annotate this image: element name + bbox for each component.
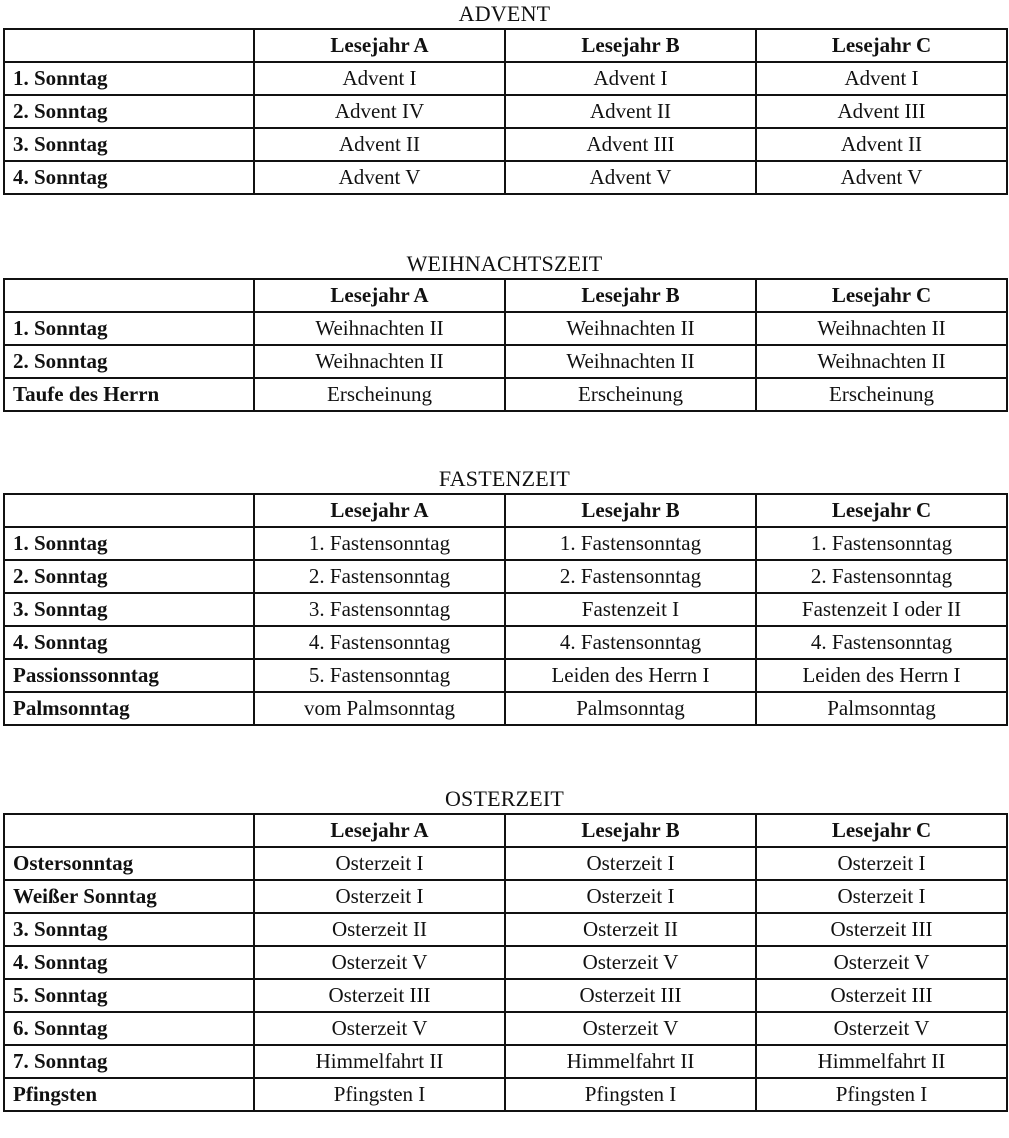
- table-row: [4, 62, 1007, 95]
- reading-cell: vom Palmsonntag: [254, 692, 505, 725]
- reading-cell: Osterzeit V: [254, 1012, 505, 1045]
- reading-cell: Osterzeit V: [756, 946, 1007, 979]
- section-title: OSTERZEIT: [444, 786, 565, 811]
- column-header: Lesejahr A: [254, 279, 505, 312]
- reading-cell: Osterzeit V: [254, 946, 505, 979]
- reading-table-osterzeit: [3, 813, 1008, 1112]
- table-row: [4, 659, 1007, 692]
- section-fastenzeit: [3, 465, 1006, 726]
- header-corner-cell: [4, 494, 254, 527]
- reading-cell: Osterzeit V: [505, 1012, 756, 1045]
- reading-cell: 5. Fastensonntag: [254, 659, 505, 692]
- table-row: [4, 626, 1007, 659]
- reading-cell: Himmelfahrt II: [756, 1045, 1007, 1078]
- reading-cell: Fastenzeit I: [505, 593, 756, 626]
- row-label: 1. Sonntag: [4, 312, 254, 345]
- reading-cell: Pfingsten I: [254, 1078, 505, 1111]
- section-title: FASTENZEIT: [438, 466, 571, 491]
- reading-cell: Advent IV: [254, 95, 505, 128]
- reading-cell: Osterzeit I: [254, 847, 505, 880]
- reading-cell: Osterzeit III: [505, 979, 756, 1012]
- reading-cell: Osterzeit I: [254, 880, 505, 913]
- reading-cell: Osterzeit V: [505, 946, 756, 979]
- table-row: [4, 593, 1007, 626]
- column-header: Lesejahr A: [254, 494, 505, 527]
- reading-cell: Himmelfahrt II: [505, 1045, 756, 1078]
- table-row: [4, 1012, 1007, 1045]
- table-row: [4, 312, 1007, 345]
- reading-cell: Erscheinung: [756, 378, 1007, 411]
- row-label: 2. Sonntag: [4, 345, 254, 378]
- reading-cell: Advent III: [756, 95, 1007, 128]
- row-label: 1. Sonntag: [4, 62, 254, 95]
- reading-cell: Advent I: [505, 62, 756, 95]
- reading-cell: Palmsonntag: [505, 692, 756, 725]
- reading-cell: Leiden des Herrn I: [505, 659, 756, 692]
- row-label: 4. Sonntag: [4, 626, 254, 659]
- reading-cell: Erscheinung: [254, 378, 505, 411]
- reading-cell: Advent V: [756, 161, 1007, 194]
- row-label: 4. Sonntag: [4, 946, 254, 979]
- reading-cell: Advent II: [505, 95, 756, 128]
- row-label: Palmsonntag: [4, 692, 254, 725]
- reading-cell: 1. Fastensonntag: [505, 527, 756, 560]
- reading-cell: Weihnachten II: [254, 312, 505, 345]
- row-label: 5. Sonntag: [4, 979, 254, 1012]
- reading-cell: Osterzeit V: [756, 1012, 1007, 1045]
- reading-cell: Pfingsten I: [505, 1078, 756, 1111]
- row-label: Ostersonntag: [4, 847, 254, 880]
- column-header: Lesejahr B: [505, 29, 756, 62]
- row-label: 4. Sonntag: [4, 161, 254, 194]
- reading-table-advent: [3, 28, 1008, 195]
- table-header-row: [4, 29, 1007, 62]
- reading-cell: 3. Fastensonntag: [254, 593, 505, 626]
- reading-cell: Weihnachten II: [505, 345, 756, 378]
- column-header: Lesejahr A: [254, 29, 505, 62]
- column-header: Lesejahr C: [756, 29, 1007, 62]
- reading-cell: 4. Fastensonntag: [756, 626, 1007, 659]
- reading-cell: Leiden des Herrn I: [756, 659, 1007, 692]
- reading-cell: Pfingsten I: [756, 1078, 1007, 1111]
- reading-cell: Palmsonntag: [756, 692, 1007, 725]
- reading-cell: Himmelfahrt II: [254, 1045, 505, 1078]
- reading-cell: Advent V: [254, 161, 505, 194]
- row-label: Taufe des Herrn: [4, 378, 254, 411]
- column-header: Lesejahr B: [505, 494, 756, 527]
- column-header: Lesejahr B: [505, 279, 756, 312]
- row-label: 7. Sonntag: [4, 1045, 254, 1078]
- reading-cell: 2. Fastensonntag: [254, 560, 505, 593]
- reading-cell: Osterzeit I: [505, 847, 756, 880]
- row-label: 3. Sonntag: [4, 128, 254, 161]
- column-header: Lesejahr C: [756, 494, 1007, 527]
- table-row: [4, 979, 1007, 1012]
- table-row: [4, 560, 1007, 593]
- reading-cell: 1. Fastensonntag: [756, 527, 1007, 560]
- reading-cell: Osterzeit II: [254, 913, 505, 946]
- reading-cell: 2. Fastensonntag: [505, 560, 756, 593]
- table-row: [4, 378, 1007, 411]
- column-header: Lesejahr C: [756, 814, 1007, 847]
- reading-cell: Advent I: [756, 62, 1007, 95]
- reading-cell: 4. Fastensonntag: [505, 626, 756, 659]
- reading-cell: Advent III: [505, 128, 756, 161]
- reading-cell: 2. Fastensonntag: [756, 560, 1007, 593]
- reading-cell: Osterzeit I: [756, 847, 1007, 880]
- reading-cell: Osterzeit III: [756, 913, 1007, 946]
- reading-cell: Osterzeit I: [756, 880, 1007, 913]
- reading-cell: Erscheinung: [505, 378, 756, 411]
- table-header-row: [4, 494, 1007, 527]
- header-corner-cell: [4, 814, 254, 847]
- table-row: [4, 1045, 1007, 1078]
- table-row: [4, 161, 1007, 194]
- reading-cell: 1. Fastensonntag: [254, 527, 505, 560]
- table-row: [4, 913, 1007, 946]
- row-label: 1. Sonntag: [4, 527, 254, 560]
- reading-cell: Advent II: [756, 128, 1007, 161]
- section-advent: [3, 0, 1006, 195]
- row-label: Pfingsten: [4, 1078, 254, 1111]
- reading-cell: 4. Fastensonntag: [254, 626, 505, 659]
- reading-cell: Weihnachten II: [254, 345, 505, 378]
- table-row: [4, 946, 1007, 979]
- reading-cell: Fastenzeit I oder II: [756, 593, 1007, 626]
- reading-cell: Osterzeit I: [505, 880, 756, 913]
- reading-table-weihnachtszeit: [3, 278, 1008, 412]
- header-corner-cell: [4, 29, 254, 62]
- column-header: Lesejahr B: [505, 814, 756, 847]
- reading-cell: Advent V: [505, 161, 756, 194]
- table-header-row: [4, 814, 1007, 847]
- section-weihnachtszeit: [3, 250, 1006, 412]
- reading-cell: Osterzeit III: [756, 979, 1007, 1012]
- reading-table-fastenzeit: [3, 493, 1008, 726]
- reading-cell: Osterzeit II: [505, 913, 756, 946]
- reading-cell: Advent II: [254, 128, 505, 161]
- reading-cell: Advent I: [254, 62, 505, 95]
- column-header: Lesejahr A: [254, 814, 505, 847]
- table-row: [4, 345, 1007, 378]
- row-label: 3. Sonntag: [4, 593, 254, 626]
- table-row: [4, 847, 1007, 880]
- row-label: Passionssonntag: [4, 659, 254, 692]
- reading-cell: Weihnachten II: [505, 312, 756, 345]
- row-label: 2. Sonntag: [4, 95, 254, 128]
- table-row: [4, 880, 1007, 913]
- header-corner-cell: [4, 279, 254, 312]
- table-header-row: [4, 279, 1007, 312]
- section-osterzeit: [3, 785, 1006, 1112]
- section-title: ADVENT: [458, 1, 551, 26]
- row-label: Weißer Sonntag: [4, 880, 254, 913]
- table-row: [4, 692, 1007, 725]
- row-label: 2. Sonntag: [4, 560, 254, 593]
- reading-cell: Weihnachten II: [756, 312, 1007, 345]
- section-title: WEIHNACHTSZEIT: [406, 251, 603, 276]
- table-row: [4, 1078, 1007, 1111]
- row-label: 3. Sonntag: [4, 913, 254, 946]
- table-row: [4, 95, 1007, 128]
- table-row: [4, 527, 1007, 560]
- table-row: [4, 128, 1007, 161]
- column-header: Lesejahr C: [756, 279, 1007, 312]
- row-label: 6. Sonntag: [4, 1012, 254, 1045]
- reading-cell: Osterzeit III: [254, 979, 505, 1012]
- reading-cell: Weihnachten II: [756, 345, 1007, 378]
